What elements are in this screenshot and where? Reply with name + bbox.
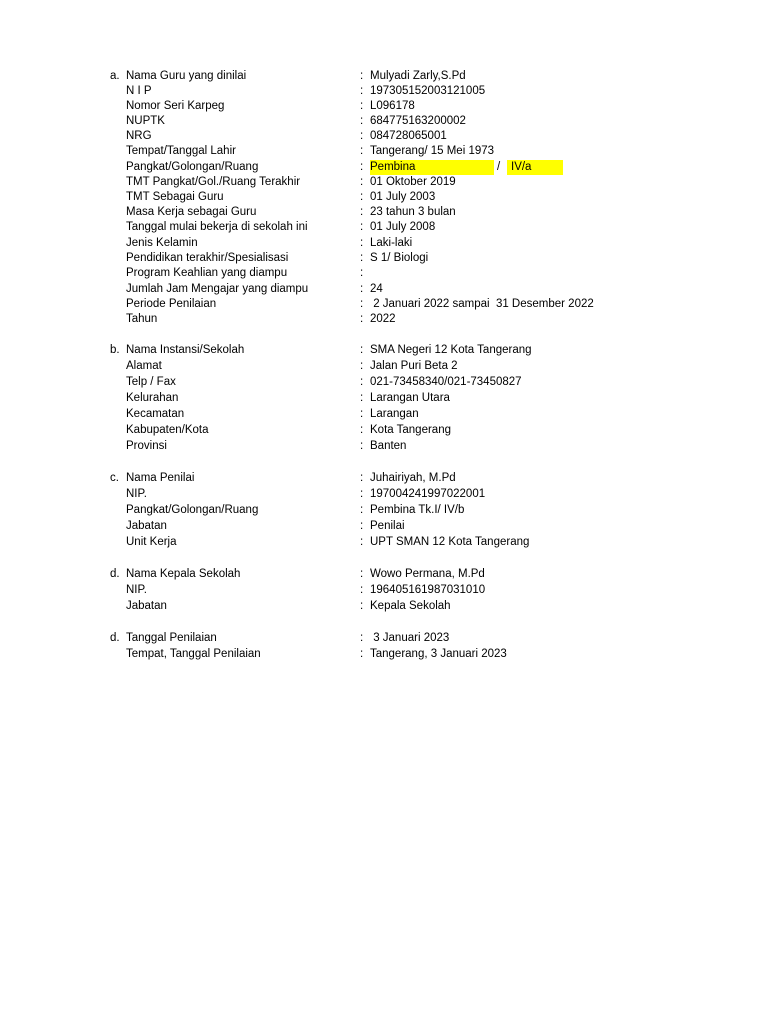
- field-label: Kelurahan: [126, 392, 179, 404]
- field-label: Nama Instansi/Sekolah: [126, 344, 245, 356]
- colon: :: [360, 600, 364, 612]
- colon: :: [360, 70, 364, 82]
- field-value: Mulyadi Zarly,S.Pd: [370, 70, 466, 82]
- field-value: 01 July 2008: [370, 221, 436, 233]
- colon: :: [360, 267, 364, 279]
- field-label: Pangkat/Golongan/Ruang: [126, 161, 259, 173]
- colon: :: [360, 536, 364, 548]
- field-value: 197305152003121005: [370, 85, 486, 97]
- field-value: 196405161987031010: [370, 584, 486, 596]
- colon: :: [360, 298, 364, 310]
- colon: :: [360, 376, 364, 388]
- field-value: Pembina Tk.I/ IV/b: [370, 504, 465, 516]
- field-value: 01 Oktober 2019: [370, 176, 456, 188]
- colon: :: [360, 504, 364, 516]
- field-label: Pangkat/Golongan/Ruang: [126, 504, 259, 516]
- colon: :: [360, 408, 364, 420]
- colon: :: [360, 283, 364, 295]
- field-value: Juhairiyah, M.Pd: [370, 472, 456, 484]
- colon: :: [360, 85, 364, 97]
- colon: :: [360, 440, 364, 452]
- section-letter-c: c.: [110, 472, 119, 484]
- pangkat-value: Pembina: [370, 161, 416, 173]
- field-value: 3 Januari 2023: [370, 632, 450, 644]
- colon: :: [360, 313, 364, 325]
- colon: :: [360, 100, 364, 112]
- colon: :: [360, 360, 364, 372]
- field-value: 01 July 2003: [370, 191, 436, 203]
- colon: :: [360, 344, 364, 356]
- colon: :: [360, 237, 364, 249]
- field-label: NUPTK: [126, 115, 165, 127]
- colon: :: [360, 130, 364, 142]
- colon: :: [360, 424, 364, 436]
- field-value: 084728065001: [370, 130, 447, 142]
- field-label: Kecamatan: [126, 408, 185, 420]
- field-label: Program Keahlian yang diampu: [126, 267, 288, 279]
- field-label: Periode Penilaian: [126, 298, 217, 310]
- section-letter-a: a.: [110, 70, 120, 82]
- field-label: N I P: [126, 85, 152, 97]
- colon: :: [360, 584, 364, 596]
- field-label: Jumlah Jam Mengajar yang diampu: [126, 283, 309, 295]
- colon: :: [360, 145, 364, 157]
- field-label: Pendidikan terakhir/Spesialisasi: [126, 252, 289, 264]
- colon: :: [360, 648, 364, 660]
- field-label: Unit Kerja: [126, 536, 177, 548]
- field-label: Tempat/Tanggal Lahir: [126, 145, 236, 157]
- field-value: Tangerang, 3 Januari 2023: [370, 648, 507, 660]
- field-label: Jabatan: [126, 520, 167, 532]
- field-value: 021-73458340/021-73450827: [370, 376, 522, 388]
- field-value: Kepala Sekolah: [370, 600, 451, 612]
- field-value: Kota Tangerang: [370, 424, 451, 436]
- field-label: NIP.: [126, 584, 147, 596]
- field-label: Tanggal Penilaian: [126, 632, 217, 644]
- colon: :: [360, 221, 364, 233]
- colon: :: [360, 191, 364, 203]
- field-value: SMA Negeri 12 Kota Tangerang: [370, 344, 532, 356]
- colon: :: [360, 472, 364, 484]
- field-label: TMT Pangkat/Gol./Ruang Terakhir: [126, 176, 301, 188]
- field-value: 197004241997022001: [370, 488, 486, 500]
- separator: /: [497, 161, 501, 173]
- colon: :: [360, 568, 364, 580]
- field-value: Laki-laki: [370, 237, 413, 249]
- colon: :: [360, 392, 364, 404]
- colon: :: [360, 176, 364, 188]
- field-label: Nama Penilai: [126, 472, 195, 484]
- field-value: 23 tahun 3 bulan: [370, 206, 456, 218]
- section-letter-d: d.: [110, 568, 120, 580]
- field-label: TMT Sebagai Guru: [126, 191, 224, 203]
- field-label: Provinsi: [126, 440, 167, 452]
- section-letter-d: d.: [110, 632, 120, 644]
- field-value: Tangerang/ 15 Mei 1973: [370, 145, 495, 157]
- field-value: Larangan Utara: [370, 392, 450, 404]
- field-label: Tanggal mulai bekerja di sekolah ini: [126, 221, 308, 233]
- field-label: NRG: [126, 130, 152, 142]
- field-label: Nomor Seri Karpeg: [126, 100, 225, 112]
- field-value: S 1/ Biologi: [370, 252, 429, 264]
- field-value: 2 Januari 2022 sampai 31 Desember 2022: [370, 298, 594, 310]
- field-value: Wowo Permana, M.Pd: [370, 568, 485, 580]
- colon: :: [360, 206, 364, 218]
- colon: :: [360, 115, 364, 127]
- colon: :: [360, 632, 364, 644]
- colon: :: [360, 520, 364, 532]
- field-value: UPT SMAN 12 Kota Tangerang: [370, 536, 530, 548]
- field-label: Masa Kerja sebagai Guru: [126, 206, 257, 218]
- field-label: Jenis Kelamin: [126, 237, 198, 249]
- field-label: Jabatan: [126, 600, 167, 612]
- colon: :: [360, 488, 364, 500]
- field-label: NIP.: [126, 488, 147, 500]
- field-label: Nama Guru yang dinilai: [126, 70, 247, 82]
- field-label: Telp / Fax: [126, 376, 176, 388]
- field-value: 24: [370, 283, 383, 295]
- colon: :: [360, 161, 364, 173]
- field-value: L096178: [370, 100, 415, 112]
- field-value: Larangan: [370, 408, 419, 420]
- field-value: 2022: [370, 313, 396, 325]
- field-label: Kabupaten/Kota: [126, 424, 209, 436]
- field-label: Tempat, Tanggal Penilaian: [126, 648, 261, 660]
- colon: :: [360, 252, 364, 264]
- field-value: Penilai: [370, 520, 405, 532]
- field-label: Tahun: [126, 313, 158, 325]
- field-value: Banten: [370, 440, 407, 452]
- field-label: Nama Kepala Sekolah: [126, 568, 241, 580]
- field-value: Jalan Puri Beta 2: [370, 360, 458, 372]
- section-letter-b: b.: [110, 344, 120, 356]
- golongan-value: IV/a: [511, 161, 532, 173]
- field-value: 684775163200002: [370, 115, 466, 127]
- field-label: Alamat: [126, 360, 162, 372]
